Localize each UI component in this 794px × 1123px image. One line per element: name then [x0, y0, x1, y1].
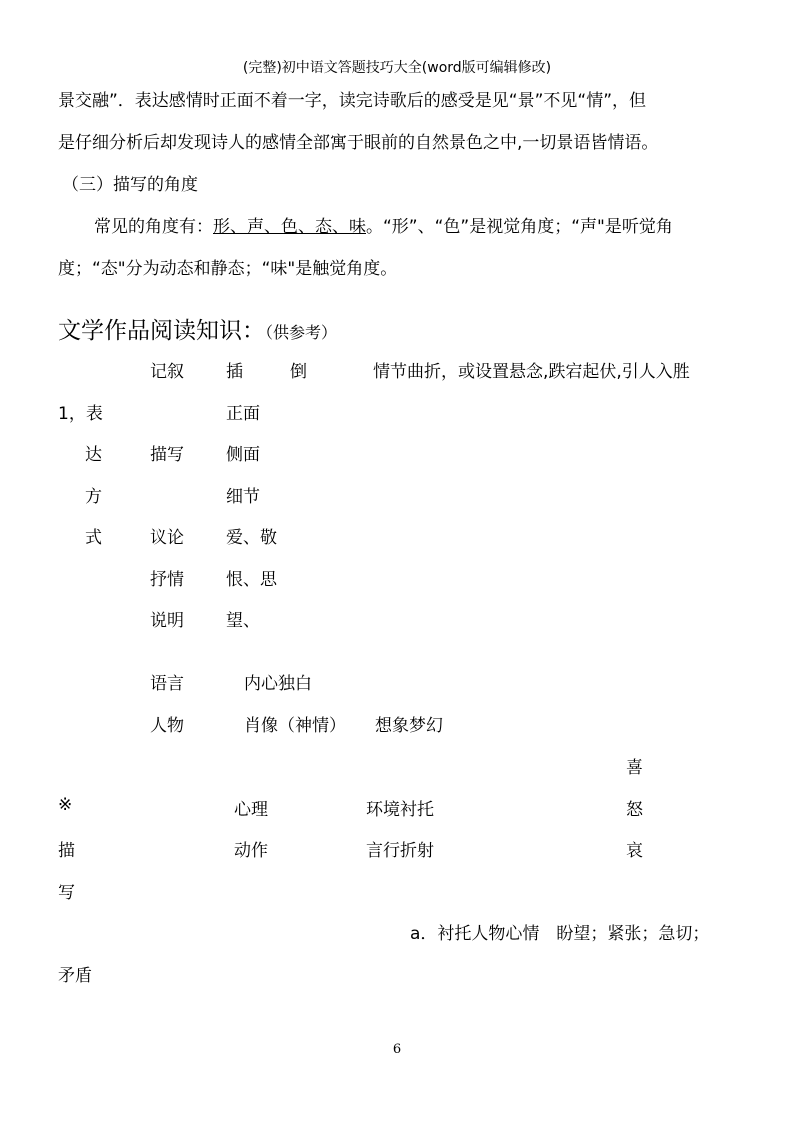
cell-zhengmian: 正面 — [226, 404, 260, 424]
cell-hensi: 恨、思 — [226, 570, 277, 590]
cell-xi: 喜 — [626, 758, 643, 778]
angles-paragraph-line-2: 度；“态"分为动态和静态；“味"是触觉角度。 — [58, 259, 398, 279]
cell-xijie: 细节 — [226, 487, 260, 507]
page-header: (完整)初中语文答题技巧大全(word版可编辑修改) — [242, 60, 552, 76]
cell-plot: 情节曲折，或设置悬念,跌宕起伏,引人入胜 — [373, 362, 690, 382]
cell-xiangxiang: 想象梦幻 — [375, 716, 443, 736]
cell-neixin: 内心独白 — [244, 674, 312, 694]
cell-aijing: 爱、敬 — [226, 528, 277, 548]
cell-xie: 写 — [58, 883, 75, 903]
cell-yanxing: 言行折射 — [366, 841, 434, 861]
cell-da: 达 — [85, 445, 102, 465]
cell-miaoxie: 描写 — [150, 445, 184, 465]
knowledge-heading — [58, 312, 337, 345]
cell-fang: 方 — [85, 487, 102, 507]
cell-xinli: 心理 — [234, 800, 268, 820]
section-3-title: （三）描写的角度 — [62, 175, 198, 195]
angles-prefix: 常见的角度有： — [94, 217, 213, 237]
cell-shi: 式 — [85, 528, 102, 548]
intro-line-2: 是仔细分析后却发现诗人的感情全部寓于眼前的自然景色之中,一切景语皆情语。 — [58, 133, 659, 153]
cell-nu: 怒 — [626, 800, 643, 820]
cell-wang: 望、 — [226, 611, 260, 631]
angles-paragraph-line-1 — [94, 212, 673, 237]
cell-xiaoxiang: 肖像（神情） — [244, 716, 346, 736]
cell-shuoming: 说明 — [150, 611, 184, 631]
cell-item1: 1，表 — [58, 404, 103, 424]
cell-maodun: 矛盾 — [58, 966, 92, 986]
cell-jixu: 记叙 — [150, 362, 184, 382]
page-number: 6 — [392, 1042, 402, 1057]
intro-line-1: 景交融”．表达感情时正面不着一字，读完诗歌后的感受是见“景”不见“情”，但 — [58, 91, 647, 111]
cell-renwu: 人物 — [150, 716, 184, 736]
knowledge-note: （供参考） — [265, 323, 338, 342]
cell-dongzuo: 动作 — [234, 841, 268, 861]
reference-mark: ※ — [58, 795, 73, 815]
cell-huanjing: 环境衬托 — [366, 800, 434, 820]
cell-miao: 描 — [58, 841, 75, 861]
cell-ai: 哀 — [626, 841, 643, 861]
angles-list: 形、声、色、态、味 — [213, 217, 366, 237]
cell-dao: 倒 — [290, 362, 307, 382]
cell-yuyan: 语言 — [150, 674, 184, 694]
contrast-line: a．衬托人物心情 盼望；紧张；急切； — [410, 924, 710, 944]
angles-suffix: 。“形”、“色”是视觉角度；“声"是听觉角 — [366, 217, 673, 237]
cell-shuqing: 抒情 — [150, 570, 184, 590]
cell-cemian: 侧面 — [226, 445, 260, 465]
cell-cha: 插 — [226, 362, 243, 382]
cell-yilun: 议论 — [150, 528, 184, 548]
knowledge-title: 文学作品阅读知识： — [58, 318, 265, 344]
